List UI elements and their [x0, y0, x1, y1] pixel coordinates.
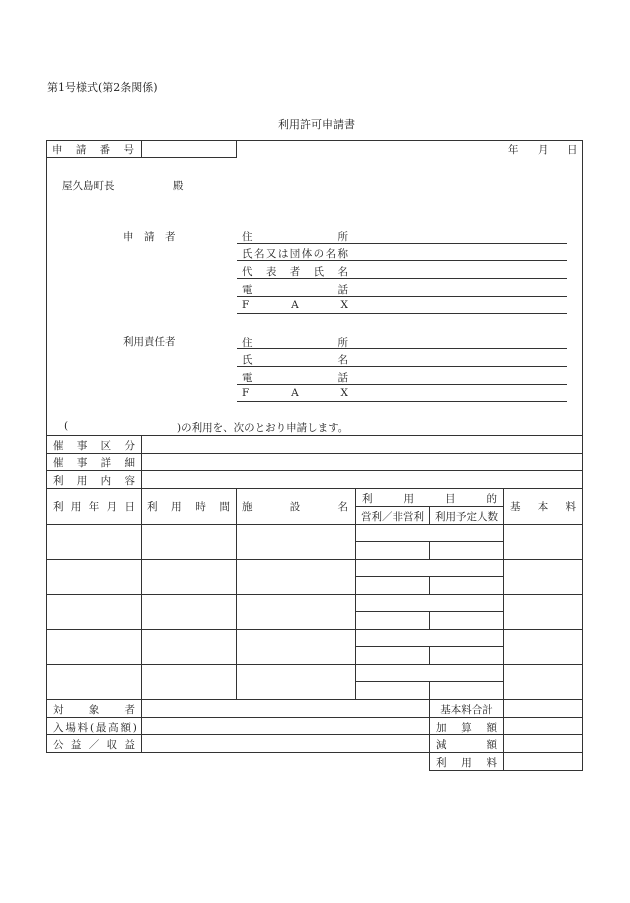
row3-facility-cell[interactable] — [238, 596, 354, 628]
table-right-line — [582, 435, 583, 771]
header-usage-purpose: 利 用 目 的 — [362, 493, 497, 505]
row3-date-cell[interactable] — [48, 596, 140, 628]
public-profit-field[interactable] — [143, 736, 428, 751]
row4-facility-cell[interactable] — [238, 631, 354, 663]
row2-purpose-cell[interactable] — [357, 561, 502, 575]
responsible-name-field[interactable] — [356, 352, 566, 365]
row1-commercial-cell[interactable] — [357, 543, 428, 558]
discount-field[interactable] — [505, 736, 581, 751]
applicant-representative-underline — [237, 278, 567, 279]
time-facility-divider — [236, 488, 237, 699]
usage-fee-field[interactable] — [505, 754, 581, 769]
responsible-fax-label: F A X — [242, 387, 348, 399]
applicant-address-underline — [237, 243, 567, 244]
row5-facility-cell[interactable] — [238, 666, 354, 698]
row5-base-fee-cell[interactable] — [505, 666, 581, 698]
total-bottom-line — [429, 770, 583, 771]
row3-count-cell[interactable] — [431, 613, 502, 628]
responsible-fax-field[interactable] — [356, 387, 566, 400]
header-facility-name: 施 設 名 — [242, 501, 348, 513]
event-detail-field[interactable] — [143, 455, 580, 469]
applicant-phone-field[interactable] — [356, 282, 566, 295]
applicant-representative-label: 代 表 者 氏 名 — [242, 266, 348, 278]
request-sentence-text: )の利用を、次のとおり申請します。 — [177, 422, 349, 434]
target-audience-label: 対 象 者 — [53, 704, 135, 716]
row5-count-cell[interactable] — [431, 683, 502, 698]
row1-purpose-cell[interactable] — [357, 526, 502, 540]
admission-fee-field[interactable] — [143, 719, 428, 733]
row1-time-cell[interactable] — [143, 526, 235, 558]
commercial-count-divider-r2 — [429, 576, 430, 594]
applicant-heading: 申 請 者 — [123, 231, 176, 243]
row2-time-cell[interactable] — [143, 561, 235, 593]
applicant-representative-field[interactable] — [356, 264, 566, 277]
row4-base-fee-cell[interactable] — [505, 631, 581, 663]
responsible-address-field[interactable] — [356, 335, 566, 348]
target-audience-field[interactable] — [143, 701, 428, 716]
date-day-label: 日 — [567, 144, 578, 156]
frame-top-line — [46, 140, 583, 141]
event-line-3 — [46, 470, 583, 471]
addressee-honorific: 殿 — [173, 180, 184, 192]
responsible-name-underline — [237, 366, 567, 367]
row2-facility-cell[interactable] — [238, 561, 354, 593]
application-number-field[interactable] — [143, 142, 235, 156]
date-year-label: 年 — [508, 144, 519, 156]
row1-date-cell[interactable] — [48, 526, 140, 558]
row2-date-cell[interactable] — [48, 561, 140, 593]
event-detail-label: 催 事 詳 細 — [53, 457, 135, 469]
row5-date-cell[interactable] — [48, 666, 140, 698]
row5-commercial-cell[interactable] — [357, 683, 428, 698]
event-top-line — [46, 435, 583, 436]
usage-fee-label: 利 用 料 — [436, 757, 497, 769]
applicant-fax-underline — [237, 313, 567, 314]
footer-fee-label-divider — [429, 681, 430, 771]
row2-commercial-cell[interactable] — [357, 578, 428, 593]
row1-base-fee-cell[interactable] — [505, 526, 581, 558]
row2-count-cell[interactable] — [431, 578, 502, 593]
applicant-fax-field[interactable] — [356, 299, 566, 312]
date-month-label: 月 — [538, 144, 549, 156]
responsible-phone-underline — [237, 384, 567, 385]
row4-count-cell[interactable] — [431, 648, 502, 663]
applicant-fax-label: F A X — [242, 299, 348, 311]
header-usage-date: 利 用 年 月 日 — [53, 501, 135, 513]
row5-purpose-cell[interactable] — [357, 666, 502, 680]
base-fee-total-label: 基本料合計 — [440, 704, 493, 716]
event-category-field[interactable] — [143, 437, 580, 452]
commercial-count-divider-r3 — [429, 611, 430, 629]
usage-content-label: 利 用 内 容 — [53, 475, 135, 487]
responsible-fax-underline — [237, 401, 567, 402]
applicant-phone-underline — [237, 296, 567, 297]
responsible-address-underline — [237, 348, 567, 349]
table-left-line — [46, 435, 47, 753]
header-commercial: 営利／非営利 — [361, 511, 424, 523]
applicant-address-field[interactable] — [356, 229, 566, 242]
label-divider-line — [141, 435, 142, 753]
request-open-paren: ( — [64, 420, 69, 432]
row3-time-cell[interactable] — [143, 596, 235, 628]
form-id: 第1号様式(第2条関係) — [47, 81, 158, 94]
row4-date-cell[interactable] — [48, 631, 140, 663]
surcharge-label: 加 算 額 — [436, 722, 497, 734]
app-number-right-line — [236, 140, 237, 158]
frame-right-line-upper — [582, 140, 583, 435]
applicant-name-label: 氏 名 又 は 団 体 の 名 称 — [242, 248, 348, 260]
responsible-heading: 利用責任者 — [123, 336, 176, 348]
responsible-phone-field[interactable] — [356, 370, 566, 383]
applicant-phone-label: 電 話 — [242, 284, 348, 296]
app-number-divider — [141, 140, 142, 158]
event-line-2 — [46, 453, 583, 454]
row1-count-cell[interactable] — [431, 543, 502, 558]
row3-base-fee-cell[interactable] — [505, 596, 581, 628]
applicant-name-underline — [237, 260, 567, 261]
header-base-fee: 基 本 料 — [510, 501, 576, 513]
public-profit-label: 公 益 ／ 収 益 — [53, 739, 135, 751]
admission-fee-label: 入 場 料 ( 最 高 額 ) — [53, 721, 137, 734]
discount-label: 減 額 — [436, 739, 497, 751]
page-title: 利用許可申請書 — [278, 118, 355, 131]
row3-purpose-cell[interactable] — [357, 596, 502, 610]
commercial-count-divider-r1 — [429, 541, 430, 559]
row4-commercial-cell[interactable] — [357, 648, 428, 663]
responsible-address-label: 住 所 — [242, 337, 348, 349]
responsible-phone-label: 電 話 — [242, 372, 348, 384]
usage-content-field[interactable] — [143, 472, 580, 487]
application-number-label: 申 請 番 号 — [52, 144, 134, 156]
row5-time-cell[interactable] — [143, 666, 235, 698]
event-category-label: 催 事 区 分 — [53, 440, 135, 452]
frame-left-line-mid — [46, 157, 47, 435]
row1-facility-cell[interactable] — [238, 526, 354, 558]
applicant-address-label: 住 所 — [242, 231, 348, 243]
addressee-name: 屋久島町長 — [62, 180, 115, 192]
responsible-name-label: 氏 名 — [242, 354, 348, 366]
purpose-basefee-divider — [503, 488, 504, 771]
base-fee-total-field[interactable] — [505, 701, 581, 716]
frame-left-line-upper — [46, 140, 47, 158]
header-expected-count: 利用予定人数 — [435, 511, 498, 523]
row3-commercial-cell[interactable] — [357, 613, 428, 628]
surcharge-field[interactable] — [505, 719, 581, 733]
row4-purpose-cell[interactable] — [357, 631, 502, 645]
commercial-count-divider-r4 — [429, 646, 430, 664]
applicant-name-field[interactable] — [356, 246, 566, 259]
header-usage-time: 利 用 時 間 — [147, 501, 230, 513]
request-facility-field[interactable] — [72, 420, 176, 433]
row4-time-cell[interactable] — [143, 631, 235, 663]
row2-base-fee-cell[interactable] — [505, 561, 581, 593]
